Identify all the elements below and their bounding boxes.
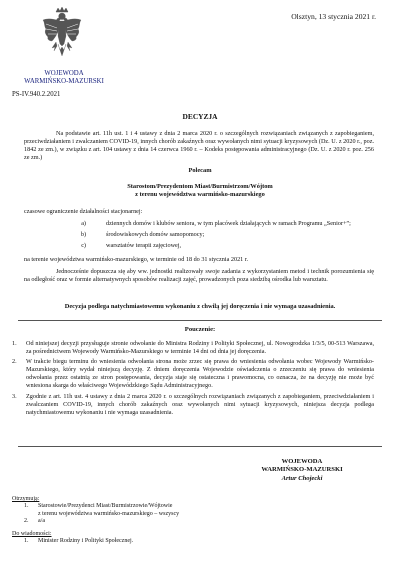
addressee-line-2: z terenu województwa warmińsko-mazurskiego [135, 191, 265, 199]
issuer-line-1: WOJEWODA [44, 70, 84, 77]
polish-eagle-emblem-icon [40, 6, 84, 60]
issuer-block [0, 70, 128, 86]
for-info-heading: Do wiadomości: [12, 531, 52, 537]
for-info-block [12, 531, 133, 546]
list-item [12, 340, 374, 356]
alternative-paragraph: Jednocześnie dopuszcza się aby ww. jednostki realizowały swoje zadania z wykorzystaniem metod i technik porozumienia się na odległość oraz w formie alternatywnych sposobów realizacji zajęć, prowadzonych poza siedzibą ośrodka lub warsztatu. [24, 268, 374, 284]
list-item [24, 518, 179, 525]
pouczenie-list [12, 340, 374, 419]
pouczenie-heading: Pouczenie: [184, 326, 216, 333]
list-item-continuation: z terenu województwa warmińsko-mazurskiego – wszyscy [38, 510, 180, 517]
list-item-text: Zgodnie z art. 11h ust. 4 ustawy z dnia 2 marca 2020 r. o szczególnych rozwiązaniach związanych z zapobieganiem, przeciwdziałaniem i zwalczaniem COVID-19, innych chorób zakaźnych oraz wywołanych nimi sytuacji kryzysowych, niniejsza decyzja podlega natychmiastowemu wykonaniu i nie wymaga uzasadnienia. [26, 392, 374, 416]
list-item-text: warsztatów terapii zajęciowej, [106, 241, 182, 249]
addressee [0, 183, 400, 199]
list-item-number: 1. [12, 340, 17, 347]
list-item [12, 358, 374, 390]
place-date: Olsztyn, 13 stycznia 2021 r. [291, 12, 376, 21]
immediate-enforcement-notice: Decyzja podlega natychmiastowemu wykonaniu z chwilą jej doręczenia i nie wymaga uzasadnienia. [64, 303, 336, 310]
reference-number: PS-IV.940.2.2021 [12, 91, 61, 98]
list-item-mark: a) [81, 220, 86, 227]
divider-top [18, 320, 382, 321]
list-item-text: W trakcie biegu terminu do wniesienia odwołania strona może zrzec się prawa do wniesienia odwołania wobec Wojewody Warmińsko-Mazurskiego, który wydał niniejszą decyzję. Z dniem doręczenia Wojewodzie oświadczenia o zrzeczeniu się prawa do wniesienia odwołania przez ostatnią ze stron postępowania, decyzja staje się ostateczna i prawomocna, co oznacza, że na decyzję nie może być wniesiona skarga do właściwego Wojewódzkiego Sądu Administracyjnego. [26, 358, 374, 390]
recipients-heading: Otrzymują: [12, 496, 40, 502]
list-item-number: 1. [24, 503, 29, 510]
signature-line-1: WOJEWODA [281, 458, 323, 465]
list-item-number: 2. [24, 518, 29, 525]
list-item [24, 503, 179, 510]
divider-bottom [18, 446, 382, 447]
suspension-intro: czasowe ograniczenie działalności stacjonarnej: [24, 208, 143, 215]
list-item-number: 2. [12, 358, 17, 366]
period-paragraph: na terenie województwa warmińsko-mazurskiego, w terminie od 18 do 31 stycznia 2021 r. [24, 256, 249, 263]
recipients-block [12, 496, 179, 526]
list-item-text: Od niniejszej decyzji przysługuje stronie odwołanie do Ministra Rodziny i Polityki Społecznej, ul. Nowogrodzka 1/3/5, 00-513 Warszawa, za pośrednictwem Wojewody Warmińsko-Mazurskiego w terminie 14 dni od dnia jej doręczenia. [26, 340, 374, 356]
document-title: DECYZJA [182, 112, 218, 121]
list-item [24, 242, 374, 250]
list-item-text: środowiskowych domów samopomocy; [106, 230, 205, 238]
list-item-text: Minister Rodziny i Polityki Społecznej. [38, 538, 134, 545]
issuer-line-2: WARMIŃSKO-MAZURSKI [24, 78, 104, 85]
signature-block [242, 458, 362, 483]
list-item [12, 393, 374, 417]
list-item [24, 220, 374, 228]
signatory-name: Artur Chojecki [281, 474, 323, 482]
list-item-text: a/a [38, 518, 45, 525]
preamble-paragraph: Na podstawie art. 11h ust. 1 i 4 ustawy z dnia 2 marca 2020 r. o szczególnych rozwiązaniach związanych z zapobieganiem, przeciwdziałaniem i zwalczaniem COVID-19, innych chorób zakaźnych oraz wywołanych nimi sytuacji kryzysowych (Dz. U. z 2020 r., poz. 1842 ze zm.), w związku z art. 104 ustawy z dnia 14 czerwca 1960 r. – Kodeks postępowania administracyjnego (Dz. U. z 2020 r. poz. 256 ze zm.) [24, 130, 374, 162]
list-item-mark: b) [80, 230, 86, 238]
addressee-line-1: Starostom/Prezydentom Miast/Burmistrzom/Wójtom [127, 183, 273, 190]
list-item-number: 3. [12, 392, 17, 400]
list-item-mark: c) [81, 241, 86, 249]
signature-line-2: WARMIŃSKO-MAZURSKI [261, 466, 343, 474]
list-item-number: 1. [24, 538, 29, 545]
list-item [24, 538, 133, 545]
list-item [24, 231, 374, 239]
polecam-heading: Polecam [188, 167, 212, 174]
suspension-list [24, 220, 374, 252]
list-item-text: Starostowie/Prezydenci Miast/Burmistrzowie/Wójtowie [38, 503, 173, 510]
list-item-text: dziennych domów i klubów seniora, w tym placówek działających w ramach Programu „Senior+”; [106, 220, 351, 227]
